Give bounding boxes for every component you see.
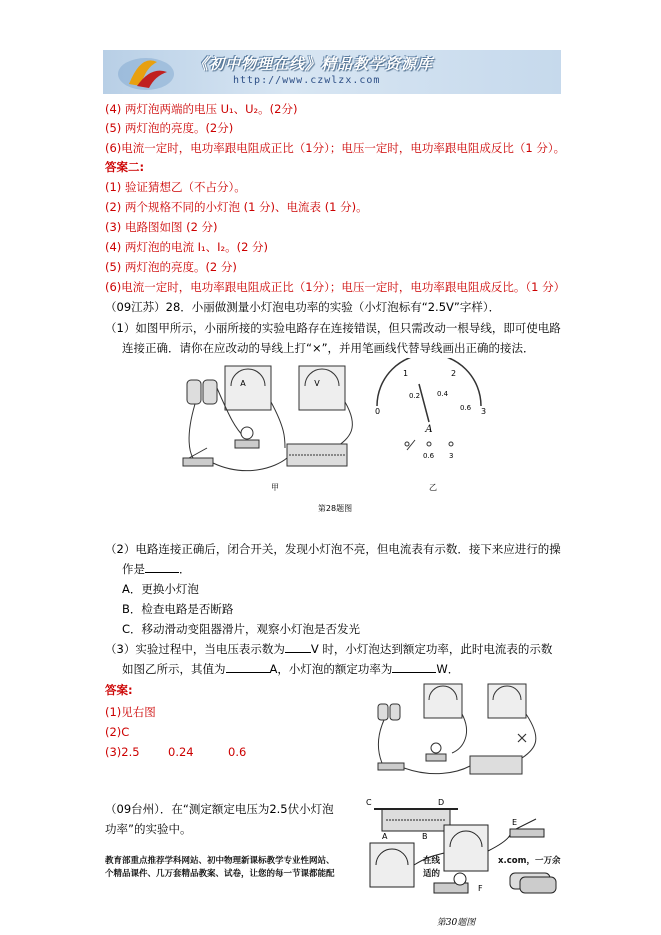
blank-power[interactable]	[392, 662, 436, 673]
footer-line1b: 在线	[423, 856, 441, 866]
answer1-item-6: (6)电流一定时，电功率跟电阻成正比（1分）；电压一定时，电功率跟电阻成反比（1 分）。	[105, 141, 566, 155]
answer1-item-4: (4) 两灯泡两端的电压 U₁、U₂。(2分)	[105, 102, 298, 116]
dial-tick-3: 3	[481, 407, 487, 416]
site-banner	[103, 50, 561, 94]
footer-line1a: 教育部重点推荐学科网站、初中物理新课标教学专业性网站、	[105, 856, 335, 866]
answer28-line-3c: 0.6	[228, 745, 247, 759]
blank-operation[interactable]	[145, 562, 179, 573]
fig30-label-c: C	[366, 798, 372, 807]
q28-part2-line2-row: 作是 ．	[122, 562, 191, 576]
terminal-3: 3	[449, 452, 454, 460]
q28-part3-line1b: V 时，小灯泡达到额定功率，此时电流表的示数	[310, 642, 553, 656]
q28-part3-line1	[105, 641, 552, 657]
answer28-line-2: (2)C	[105, 725, 130, 739]
answer2-item-2: (2) 两个规格不同的小灯泡 (1 分)、电流表 (1 分)。	[105, 200, 368, 214]
q30-line1: （09台州）．在“测定额定电压为2.5伏小灯泡	[105, 802, 334, 816]
q28-part1-line1: （1）如图甲所示，小丽所接的实验电路存在连接错误，但只需改动一根导线，即可使电路	[105, 321, 561, 335]
fig30-label-f: F	[478, 884, 483, 893]
answer1-item-5: (5) 两灯泡的亮度。(2分)	[105, 121, 234, 135]
answer-figure	[372, 678, 562, 788]
banner-url: http://www.czwlzx.com	[233, 75, 381, 86]
banner-title: 《初中物理在线》精品教学资源库	[193, 55, 434, 73]
dial-tick-0: 0	[375, 407, 381, 416]
answer2-heading: 答案二:	[105, 160, 145, 174]
answer2-item-6: (6)电流一定时，电功率跟电阻成正比（1分）；电压一定时，电功率跟电阻成反比。（1 分）	[105, 280, 566, 294]
figure-30-caption: 第30题图	[436, 918, 476, 928]
q28-part1-line2: 连接正确．请你在应改动的导线上打“×”，并用笔画线代替导线画出正确的接法．	[122, 341, 535, 355]
fig-label-left: 甲	[271, 483, 279, 492]
fig30-label-e: E	[512, 818, 518, 827]
answer28-line-3b: 0.24	[168, 745, 194, 759]
blank-voltage[interactable]	[285, 642, 311, 653]
dial-sub-tick-2: 0.6	[460, 404, 472, 412]
option-b: B．检查电路是否断路	[122, 602, 234, 616]
figure-28-caption: 第28题图	[317, 504, 353, 513]
option-a: A．更换小灯泡	[122, 582, 199, 596]
q28-part3-line2c: W．	[436, 662, 460, 676]
answer2-item-1: (1) 验证猜想乙（不占分）。	[105, 180, 246, 194]
q28-part3-line2a: 如图乙所示，其值为	[122, 662, 226, 676]
fig30-label-d: D	[438, 798, 445, 807]
ammeter-letter: A	[240, 379, 246, 388]
fig30-label-b: B	[422, 832, 428, 841]
blank-current[interactable]	[226, 662, 270, 673]
dial-sub-tick-1: 0.4	[437, 390, 449, 398]
q28-part3-line1a: （3）实验过程中，当电压表示数为	[105, 642, 285, 656]
fig30-label-a: A	[382, 832, 388, 841]
answer2-item-5: (5) 两灯泡的亮度。(2 分)	[105, 260, 237, 274]
footer-line1c: x.com，一万余	[498, 856, 561, 866]
q30-line2: 功率”的实验中。	[105, 822, 192, 836]
q28-intro: （09江苏）28．小丽做测量小灯泡电功率的实验（小灯泡标有“2.5V”字样）．	[105, 300, 501, 314]
option-c: C．移动滑动变阻器滑片，观察小灯泡是否发光	[122, 622, 361, 636]
answer28-line-1: (1)见右图	[105, 705, 156, 719]
footer-line2a: 个精品课件、几万套精品教案、试卷，让您的每一节课都能配	[105, 869, 335, 879]
dial-tick-2: 2	[451, 369, 457, 378]
q28-part2-line1: （2）电路连接正确后，闭合开关，发现小灯泡不亮，但电流表有示数．接下来应进行的操	[105, 542, 561, 556]
answer28-heading: 答案:	[105, 683, 133, 697]
answer28-line-3a: (3)2.5	[105, 745, 140, 759]
footer-line2b: 适的	[423, 869, 441, 879]
answer2-item-4: (4) 两灯泡的电流 I₁、I₂。(2 分)	[105, 240, 269, 254]
q28-part3-line2b: A，小灯泡的额定功率为	[269, 662, 393, 676]
dial-tick-1: 1	[403, 369, 409, 378]
q28-part2-line2: 作是	[122, 562, 145, 576]
dial-sub-tick-0: 0.2	[409, 392, 421, 400]
terminal-06: 0.6	[423, 452, 435, 460]
dial-unit-letter: A	[425, 424, 433, 435]
site-logo	[111, 52, 181, 92]
figure-28	[175, 358, 500, 518]
answer2-item-3: (3) 电路图如图 (2 分)	[105, 220, 218, 234]
q28-part3-line2	[122, 661, 459, 677]
voltmeter-letter: V	[314, 379, 320, 388]
fig-label-right: 乙	[429, 483, 437, 492]
